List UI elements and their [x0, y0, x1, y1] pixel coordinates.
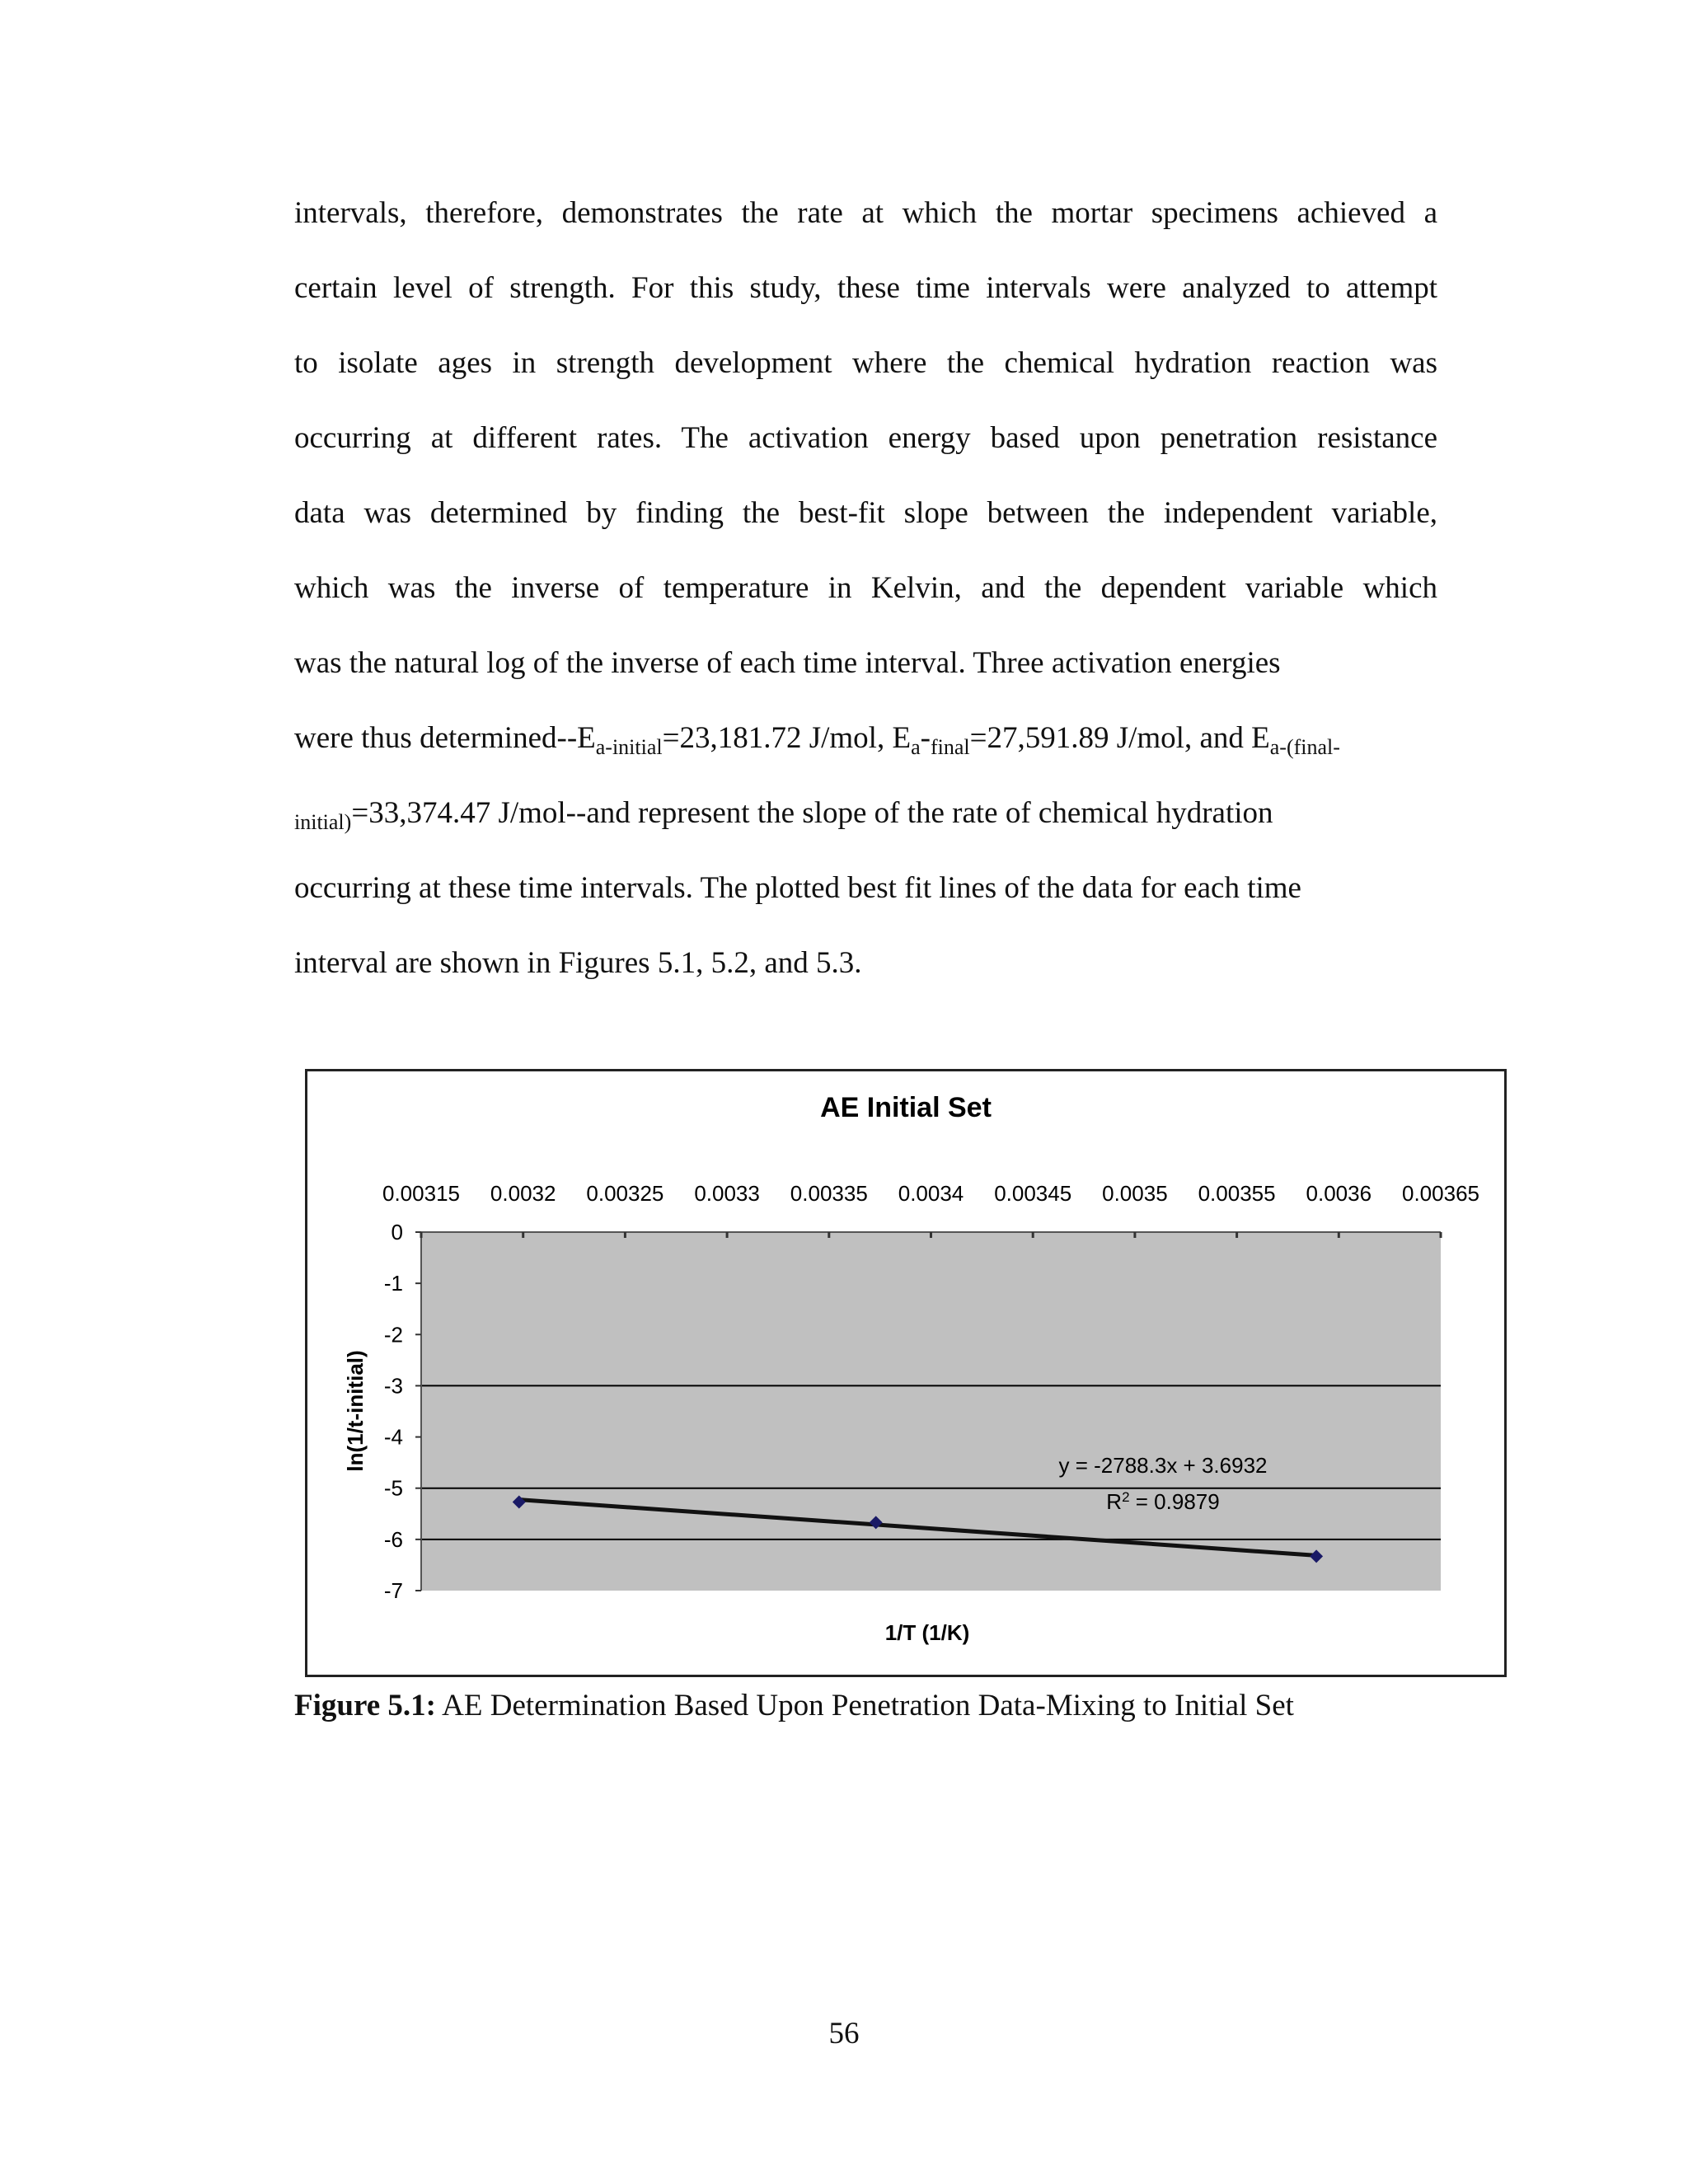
y-tick-label-1: -1 [383, 1271, 403, 1296]
paragraph-line-3: to isolate ages in strength development where the chemical hydration reaction was [294, 346, 1437, 380]
subscript-a-initial: a-initial [595, 735, 663, 759]
r-squared-exponent: 2 [1122, 1488, 1130, 1505]
x-tick-label-5: 0.0034 [898, 1181, 964, 1206]
y-tick-label-4: -4 [383, 1424, 403, 1450]
figure-label: Figure 5.1: [294, 1689, 436, 1722]
y-tick-label-7: -7 [383, 1578, 403, 1603]
x-tick-label-6: 0.00345 [994, 1181, 1072, 1206]
subscript-final-open: a-(final- [1269, 735, 1340, 759]
x-tick-label-9: 0.0036 [1306, 1181, 1372, 1206]
paragraph-line-9 [294, 797, 1437, 832]
chart-title: AE Initial Set [820, 1092, 992, 1123]
y-tick-label-6: -6 [383, 1526, 403, 1552]
paragraph-line-4: occurring at different rates. The activation energy based upon penetration resistance [294, 421, 1437, 455]
y-tick-label-2: -2 [383, 1322, 403, 1347]
subscript-a: a [911, 735, 921, 759]
line9-text: =33,374.47 J/mol--and represent the slope of the rate of chemical hydration [351, 796, 1273, 830]
paragraph-line-10: occurring at these time intervals. The plotted best fit lines of the data for each time [294, 871, 1301, 905]
x-tick-label-8: 0.00355 [1198, 1181, 1276, 1206]
x-axis-label: 1/T (1/K) [884, 1620, 970, 1645]
subscript-initial-close: initial) [294, 810, 352, 834]
x-axis-ticks [382, 1181, 1479, 1238]
x-tick-label-7: 0.0035 [1102, 1181, 1168, 1206]
chart-frame [305, 1069, 1507, 1677]
subscript-final: final [930, 735, 970, 759]
x-tick-label-0: 0.00315 [382, 1181, 460, 1206]
paragraph-line-7: was the natural log of the inverse of each time interval. Three activation energies [294, 646, 1281, 680]
line8-dash: - [920, 721, 931, 755]
paragraph-line-11: interval are shown in Figures 5.1, 5.2, and 5.3. [294, 946, 862, 980]
trendline-equation: y = -2788.3x + 3.6932 [1058, 1453, 1268, 1478]
figure-caption [294, 1688, 1294, 1724]
y-axis-label: ln(1/t-initial) [343, 1350, 368, 1472]
y-tick-label-0: 0 [391, 1220, 403, 1244]
page-number: 56 [828, 2017, 860, 2050]
x-tick-label-2: 0.00325 [586, 1181, 664, 1206]
line8-text-3: =27,591.89 J/mol, and E [969, 721, 1270, 755]
ae-initial-set-chart [307, 1071, 1504, 1675]
plot-area [421, 1232, 1441, 1591]
y-axis-ticks [384, 1220, 421, 1603]
paragraph-line-2: certain level of strength. For this study, these time intervals were analyzed to attempt [294, 271, 1437, 305]
y-tick-label-5: -5 [383, 1475, 403, 1501]
line8-text-2: =23,181.72 J/mol, E [662, 721, 912, 755]
x-tick-label-1: 0.0032 [490, 1181, 556, 1206]
x-tick-label-3: 0.0033 [694, 1181, 760, 1206]
figure-caption-text: AE Determination Based Upon Penetration Data-Mixing to Initial Set [435, 1689, 1294, 1722]
line8-text-1: were thus determined--E [294, 721, 596, 755]
paragraph-line-1: intervals, therefore, demonstrates the rate at which the mortar specimens achieved a [294, 196, 1437, 230]
paragraph-line-8 [294, 722, 1437, 757]
x-tick-label-10: 0.00365 [1402, 1181, 1479, 1206]
r-squared-value: = 0.9879 [1129, 1489, 1220, 1514]
paragraph-line-6: which was the inverse of temperature in Kelvin, and the dependent variable which [294, 571, 1437, 605]
x-tick-label-4: 0.00335 [790, 1181, 868, 1206]
paragraph-line-5: data was determined by finding the best-fit slope between the independent variable, [294, 496, 1437, 530]
r-squared-r: R [1106, 1489, 1123, 1514]
y-tick-label-3: -3 [383, 1373, 403, 1399]
